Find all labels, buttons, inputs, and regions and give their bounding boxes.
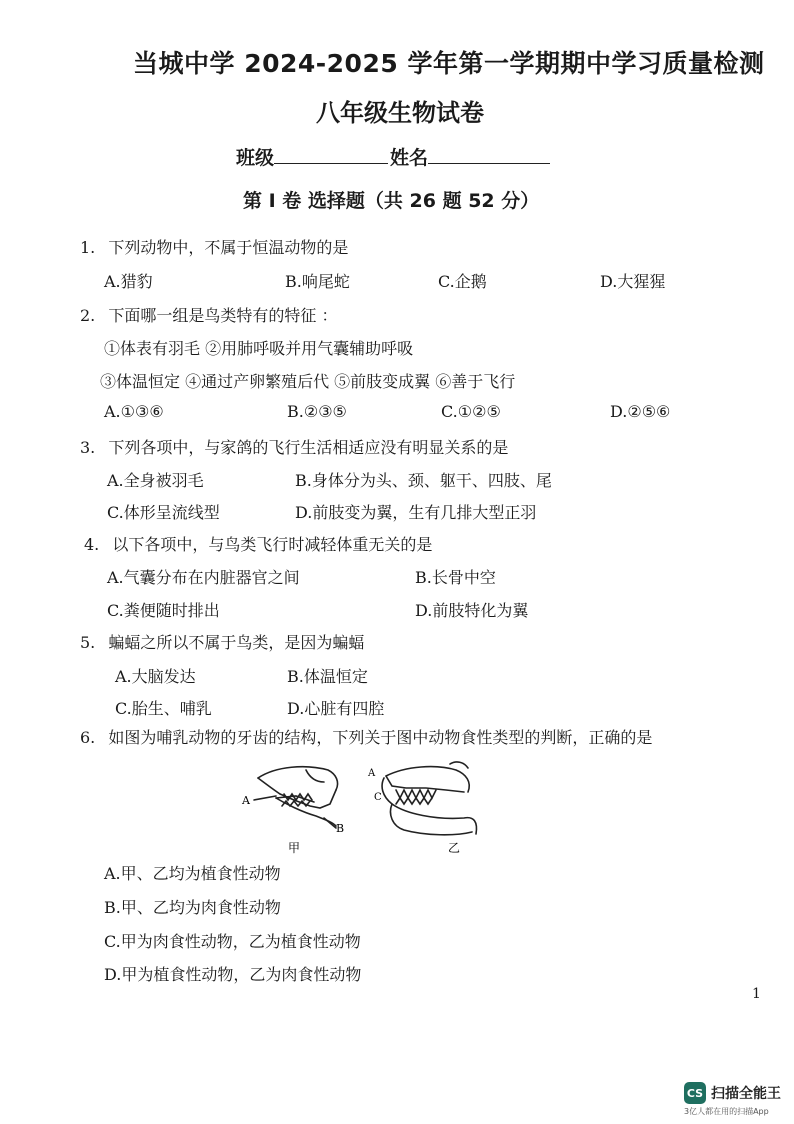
q2-option-a: A.①③⑥	[104, 402, 164, 421]
class-field	[236, 143, 388, 170]
question-text: 蝙蝠之所以不属于鸟类，是因为蝙蝠	[108, 633, 365, 652]
question-3	[80, 435, 508, 458]
question-number: 6.	[80, 728, 96, 747]
question-number: 5.	[80, 633, 96, 652]
right-jaw-drawing	[382, 762, 476, 835]
teeth-diagram	[236, 756, 486, 856]
q4-option-d: D.前肢特化为翼	[415, 601, 529, 620]
q1-option-a: A.猎豹	[104, 272, 153, 291]
scanner-logo	[684, 1082, 781, 1104]
q2-option-b: B.②③⑤	[287, 402, 347, 421]
q5-option-d: D.心脏有四腔	[287, 699, 385, 718]
scanner-tagline: 3亿人都在用的扫描App	[684, 1107, 769, 1116]
scanner-brand: 扫描全能王	[711, 1086, 781, 1102]
question-number: 4.	[84, 535, 100, 554]
question-2	[80, 303, 337, 326]
left-caption: 甲	[288, 841, 301, 855]
question-6	[80, 725, 652, 748]
class-blank	[274, 145, 388, 164]
q3-option-d: D.前肢变为翼，生有几排大型正羽	[295, 503, 537, 522]
q5-option-c: C.胎生、哺乳	[115, 699, 212, 718]
question-number: 3.	[80, 438, 96, 457]
question-number: 2.	[80, 306, 96, 325]
question-5	[80, 630, 364, 653]
name-blank	[428, 145, 550, 164]
question-text: 以下各项中，与鸟类飞行时减轻体重无关的是	[112, 535, 433, 554]
q3-option-c: C.体形呈流线型	[107, 503, 220, 522]
right-caption: 乙	[448, 841, 461, 855]
left-label-a: A	[242, 794, 250, 807]
class-label: 班级	[236, 147, 275, 169]
q3-option-b: B.身体分为头、颈、躯干、四肢、尾	[295, 471, 552, 490]
q4-option-c: C.粪便随时排出	[107, 601, 220, 620]
q1-option-b: B.响尾蛇	[285, 272, 350, 291]
q2-option-d: D.②⑤⑥	[610, 402, 671, 421]
left-label-b: B	[336, 822, 345, 835]
q2-option-c: C.①②⑤	[441, 402, 501, 421]
name-field	[390, 143, 550, 170]
q1-option-c: C.企鹅	[438, 272, 487, 291]
q6-option-a: A.甲、乙均为植食性动物	[104, 864, 281, 883]
q6-option-b: B.甲、乙均为肉食性动物	[104, 898, 281, 917]
section-title: 第 I 卷 选择题（共 26 题 52 分）	[243, 190, 540, 212]
q4-option-b: B.长骨中空	[415, 568, 496, 587]
q6-option-c: C.甲为肉食性动物，乙为植食性动物	[104, 932, 361, 951]
q4-option-a: A.气囊分布在内脏器官之间	[107, 568, 300, 587]
page-number: 1	[752, 986, 761, 1002]
question-number: 1.	[80, 238, 96, 257]
exam-title: 当城中学 2024-2025 学年第一学期期中学习质量检测	[133, 49, 765, 78]
right-label-c: C	[374, 792, 382, 803]
q5-option-a: A.大脑发达	[115, 667, 196, 686]
question-text: 下列动物中，不属于恒温动物的是	[108, 238, 349, 257]
question-text: 下列各项中，与家鸽的飞行生活相适应没有明显关系的是	[108, 438, 509, 457]
question-text: 如图为哺乳动物的牙齿的结构，下列关于图中动物食性类型的判断，正确的是	[108, 728, 653, 747]
q2-statement-line-1: ①体表有羽毛 ②用肺呼吸并用气囊辅助呼吸	[104, 339, 414, 358]
question-text: 下面哪一组是鸟类特有的特征 ：	[108, 306, 338, 325]
scanner-watermark	[684, 1082, 781, 1117]
name-label: 姓名	[390, 147, 429, 169]
q5-option-b: B.体温恒定	[287, 667, 368, 686]
teeth-figure	[236, 756, 486, 856]
question-4	[84, 532, 432, 555]
q2-statement-line-2: ③体温恒定 ④通过产卵繁殖后代 ⑤前肢变成翼 ⑥善于飞行	[100, 372, 516, 391]
question-1	[80, 235, 348, 258]
right-label-a: A	[368, 768, 376, 779]
q3-option-a: A.全身被羽毛	[107, 471, 204, 490]
q6-option-d: D.甲为植食性动物，乙为肉食性动物	[104, 965, 362, 984]
left-jaw-drawing	[254, 767, 338, 828]
cs-logo-icon: CS	[684, 1082, 706, 1104]
exam-subtitle: 八年级生物试卷	[316, 99, 484, 127]
q1-option-d: D.大猩猩	[600, 272, 666, 291]
